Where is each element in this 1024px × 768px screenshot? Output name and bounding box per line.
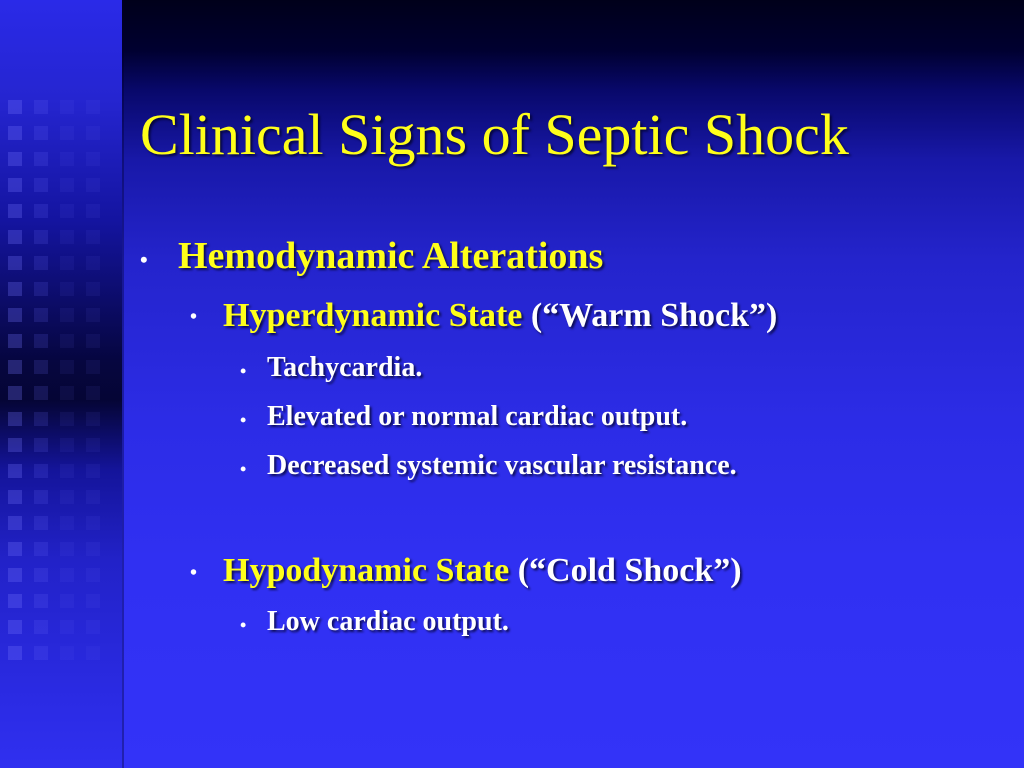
decorative-square — [86, 282, 100, 296]
slide-title: Clinical Signs of Septic Shock — [140, 102, 849, 167]
bullet-icon: • — [140, 247, 148, 272]
bullet-icon: • — [190, 306, 198, 328]
decorative-square — [60, 620, 74, 634]
decorative-square — [86, 386, 100, 400]
decorative-square — [60, 542, 74, 556]
decorative-square — [60, 126, 74, 140]
decorative-square — [8, 464, 22, 478]
decorative-square — [34, 386, 48, 400]
decorative-square — [34, 126, 48, 140]
decorative-square — [86, 490, 100, 504]
decorative-square — [8, 412, 22, 426]
decorative-square — [60, 178, 74, 192]
decorative-square — [60, 360, 74, 374]
decorative-square — [8, 282, 22, 296]
decorative-square — [86, 594, 100, 608]
decorative-square — [34, 230, 48, 244]
decorative-square — [34, 100, 48, 114]
decorative-square — [34, 334, 48, 348]
decorative-square — [8, 178, 22, 192]
decorative-square — [86, 438, 100, 452]
decorative-square — [60, 490, 74, 504]
decorative-square — [86, 620, 100, 634]
decorative-square — [8, 256, 22, 270]
decorative-square — [34, 438, 48, 452]
decorative-square — [34, 412, 48, 426]
decorative-square — [8, 100, 22, 114]
decorative-square — [34, 620, 48, 634]
decorative-square — [60, 568, 74, 582]
decorative-square — [60, 386, 74, 400]
heading-hemodynamic-alterations: Hemodynamic Alterations — [178, 235, 604, 277]
decorative-square — [86, 256, 100, 270]
list-item: Tachycardia. — [267, 352, 423, 383]
decorative-square — [8, 594, 22, 608]
decorative-square — [34, 568, 48, 582]
decorative-square — [60, 230, 74, 244]
section-qualifier: (“Cold Shock”) — [517, 552, 742, 589]
decorative-square — [60, 100, 74, 114]
decorative-square — [34, 490, 48, 504]
decorative-square — [60, 412, 74, 426]
decorative-square — [34, 464, 48, 478]
bullet-icon: • — [240, 459, 247, 479]
decorative-square — [8, 230, 22, 244]
decorative-square — [60, 594, 74, 608]
decorative-square — [8, 490, 22, 504]
decorative-square — [34, 360, 48, 374]
decorative-square — [86, 308, 100, 322]
decorative-square — [34, 256, 48, 270]
decorative-square — [8, 334, 22, 348]
decorative-square — [86, 412, 100, 426]
decorative-square — [8, 542, 22, 556]
decorative-square — [60, 516, 74, 530]
decorative-square — [60, 308, 74, 322]
bullet-icon: • — [240, 361, 247, 381]
list-item: Low cardiac output. — [267, 606, 509, 637]
decorative-square — [86, 542, 100, 556]
decorative-square — [34, 152, 48, 166]
decorative-square — [34, 308, 48, 322]
decorative-square — [86, 568, 100, 582]
decorative-square — [8, 568, 22, 582]
bullet-icon: • — [190, 562, 198, 584]
decorative-square — [86, 360, 100, 374]
decorative-square — [8, 646, 22, 660]
decorative-square — [60, 282, 74, 296]
decorative-square — [60, 438, 74, 452]
section-label: Hypodynamic State — [223, 552, 510, 589]
decorative-square — [86, 152, 100, 166]
decorative-square — [60, 204, 74, 218]
decorative-squares — [0, 100, 122, 700]
decorative-square — [8, 360, 22, 374]
decorative-square — [60, 152, 74, 166]
bullet-icon: • — [240, 615, 247, 635]
section-label: Hyperdynamic State — [223, 297, 523, 334]
decorative-square — [34, 516, 48, 530]
section-hypodynamic-state — [223, 552, 742, 590]
decorative-square — [8, 620, 22, 634]
section-hyperdynamic-state — [223, 297, 777, 335]
decorative-square — [86, 516, 100, 530]
decorative-square — [60, 464, 74, 478]
strip-divider — [122, 0, 124, 768]
bullet-icon: • — [240, 410, 247, 430]
decorative-square — [60, 334, 74, 348]
decorative-square — [8, 126, 22, 140]
section-qualifier: (“Warm Shock”) — [530, 297, 778, 334]
decorative-square — [86, 646, 100, 660]
decorative-square — [86, 100, 100, 114]
decorative-square — [34, 282, 48, 296]
decorative-square — [86, 464, 100, 478]
decorative-square — [60, 256, 74, 270]
decorative-square — [86, 178, 100, 192]
decorative-square — [34, 204, 48, 218]
list-item: Elevated or normal cardiac output. — [267, 401, 688, 432]
decorative-square — [8, 308, 22, 322]
decorative-square — [8, 152, 22, 166]
decorative-square — [86, 230, 100, 244]
decorative-square — [86, 204, 100, 218]
decorative-square — [34, 542, 48, 556]
decorative-square — [8, 204, 22, 218]
decorative-square — [86, 126, 100, 140]
decorative-square — [8, 516, 22, 530]
decorative-square — [8, 386, 22, 400]
decorative-square — [86, 334, 100, 348]
decorative-square — [34, 178, 48, 192]
decorative-square — [60, 646, 74, 660]
decorative-square — [34, 646, 48, 660]
list-item: Decreased systemic vascular resistance. — [267, 450, 737, 481]
decorative-square — [34, 594, 48, 608]
decorative-square — [8, 438, 22, 452]
